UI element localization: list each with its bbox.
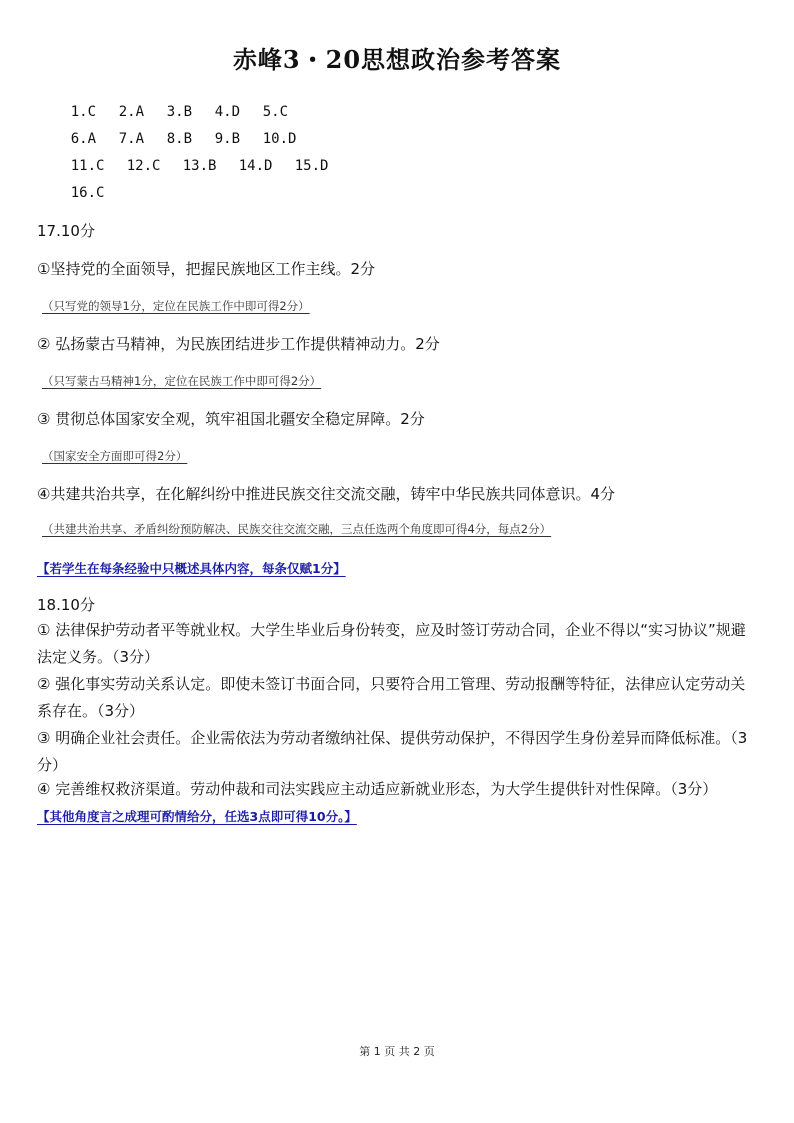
- page-footer: 第 1 页 共 2 页: [359, 1045, 435, 1058]
- q18-point-4: ④ 完善维权救济渠道。劳动仲裁和司法实践应主动适应新就业形态，为大学生提供针对性保障。（3分）: [37, 780, 718, 798]
- mc-answer: 9.B: [214, 131, 241, 147]
- mc-answer: 4.D: [214, 104, 241, 120]
- q18-point-2: ② 强化事实劳动关系认定。即使未签订书面合同，只要符合用工管理、劳动报酬等特征，法律应认定劳动关系存在。（3分）: [37, 675, 746, 720]
- mc-answer: 1.C: [70, 104, 97, 120]
- mc-answer: 7.A: [118, 131, 145, 147]
- q17-heading: 17.10分: [37, 222, 95, 240]
- q17-note-2: （只写蒙古马精神1分，定位在民族工作中即可得2分）: [42, 374, 322, 388]
- mc-answer: 16.C: [70, 185, 105, 201]
- mc-answer: 11.C: [70, 158, 105, 174]
- mc-answer: 5.C: [262, 104, 289, 120]
- q17-point-1: ①坚持党的全面领导，把握民族地区工作主线。2分: [37, 260, 375, 278]
- mc-answer: 2.A: [118, 104, 145, 120]
- mc-answer: 14.D: [238, 158, 273, 174]
- mc-answers-row-4: [37, 169, 127, 217]
- mc-answer: 13.B: [182, 158, 217, 174]
- q17-point-2: ② 弘扬蒙古马精神，为民族团结进步工作提供精神动力。2分: [37, 335, 440, 353]
- q18-scoring-tip: 【其他角度言之成理可酌情给分，任选3点即可得10分。】: [37, 809, 357, 824]
- mc-answer: 3.B: [166, 104, 193, 120]
- q18-point-1: ① 法律保护劳动者平等就业权。大学生毕业后身份转变，应及时签订劳动合同，企业不得以“实习协议”规避法定义务。（3分）: [37, 621, 746, 666]
- q17-note-4: （共建共治共享、矛盾纠纷预防解决、民族交往交流交融，三点任选两个角度即可得4分，每点2分）: [42, 522, 552, 536]
- mc-answer: 8.B: [166, 131, 193, 147]
- q17-point-4: ④共建共治共享，在化解纠纷中推进民族交往交流交融，铸牢中华民族共同体意识。4分: [37, 485, 615, 503]
- mc-answer: 12.C: [126, 158, 161, 174]
- q17-point-3: ③ 贯彻总体国家安全观，筑牢祖国北疆安全稳定屏障。2分: [37, 410, 425, 428]
- page-title: 赤峰3・20思想政治参考答案: [232, 45, 562, 74]
- mc-answer: 15.D: [294, 158, 329, 174]
- mc-answer: 10.D: [262, 131, 297, 147]
- q18-point-3: ③ 明确企业社会责任。企业需依法为劳动者缴纳社保、提供劳动保护，不得因学生身份差异而降低标准。（3分）: [37, 729, 748, 774]
- mc-answer: 6.A: [70, 131, 97, 147]
- q17-scoring-tip: 【若学生在每条经验中只概述具体内容，每条仅赋1分】: [37, 561, 346, 576]
- q18-heading: 18.10分: [37, 596, 95, 614]
- q17-note-3: （国家安全方面即可得2分）: [42, 449, 188, 463]
- q17-note-1: （只写党的领导1分，定位在民族工作中即可得2分）: [42, 299, 310, 313]
